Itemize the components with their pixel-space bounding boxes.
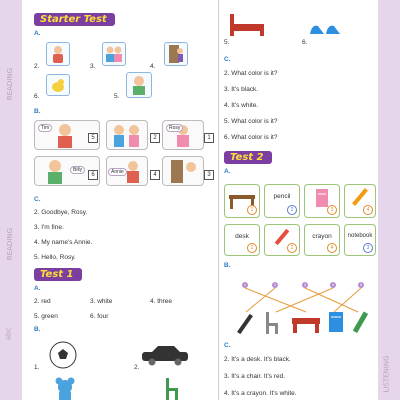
section-c-label: C. — [34, 196, 41, 203]
card-pencil-picture — [344, 184, 376, 218]
item-number: 3. — [90, 63, 96, 70]
answer-key-page — [22, 0, 378, 400]
item-number: 1. — [34, 364, 40, 371]
chair-icon — [160, 376, 182, 400]
answer-line: 4. It's white. — [224, 102, 259, 109]
card-word: pencil — [273, 193, 291, 200]
door-icon — [165, 43, 187, 65]
card-notebook-picture — [304, 184, 340, 218]
card-badge: 1 — [247, 243, 257, 253]
answer-line: 4. It's a crayon. It's white. — [224, 390, 297, 397]
answer-line: 2. red — [34, 298, 51, 305]
card-badge: 3 — [327, 205, 337, 215]
item-number: 4. — [150, 63, 156, 70]
notebook-icon — [326, 310, 346, 334]
test1-title: Test 1 — [34, 268, 82, 281]
card-word-desk — [224, 224, 260, 256]
card-desk-picture — [224, 184, 260, 218]
soccer-ball-icon — [48, 340, 78, 370]
match-dot: 4 — [331, 282, 335, 287]
answer-line: 3. I'm fine. — [34, 224, 64, 231]
children-icon — [103, 43, 125, 65]
match-dot: 2 — [273, 282, 277, 287]
test2-title: Test 2 — [224, 151, 272, 164]
item-number: 5. — [224, 39, 230, 46]
card-word: crayon — [312, 233, 332, 240]
scene-door — [162, 156, 204, 186]
answer-line: 3. It's black. — [224, 86, 259, 93]
section-b-label: B. — [34, 326, 41, 333]
name-tag: Rosy — [166, 124, 183, 132]
section-c-label: C. — [224, 342, 231, 349]
section-a-label: A. — [34, 30, 41, 37]
picture-two-children — [102, 42, 126, 66]
answer-line: 3. white — [90, 298, 113, 305]
crayon-icon — [348, 310, 372, 336]
card-badge: 2 — [287, 205, 297, 215]
section-b-label: B. — [34, 108, 41, 115]
card-badge: 3 — [363, 243, 373, 253]
card-word-crayon — [304, 224, 340, 256]
picture-chick — [46, 74, 70, 96]
car-icon — [140, 344, 190, 366]
answer-line: 5. green — [34, 313, 58, 320]
name-tag: Annie — [108, 168, 127, 176]
name-tag: Billy — [70, 166, 85, 174]
card-crayon-picture — [264, 224, 300, 256]
side-doodle-text: READING — [6, 67, 15, 101]
section-b-label: B. — [224, 262, 231, 269]
answer-line: 5. What color is it? — [224, 118, 278, 125]
teddy-bear-icon — [52, 376, 78, 400]
picture-waving-child — [46, 42, 70, 66]
answer-line: 5. Hello, Rosy. — [34, 254, 76, 261]
picture-boy — [126, 72, 152, 98]
card-word: desk — [235, 233, 249, 240]
chick-icon — [47, 75, 69, 95]
right-decorative-strip — [378, 0, 400, 400]
picture-door — [164, 42, 188, 66]
name-tag: Tim — [38, 124, 52, 132]
desk-icon — [290, 314, 322, 334]
left-decorative-strip — [0, 0, 22, 400]
side-doodle-text: abc — [4, 327, 13, 341]
chair-icon — [262, 310, 282, 336]
pen-icon — [232, 312, 258, 336]
card-word-notebook — [344, 224, 376, 256]
answer-line: 6. four — [90, 313, 109, 320]
item-number: 2. — [134, 364, 140, 371]
children-icon — [107, 121, 147, 149]
starter-test-title: Starter Test — [34, 13, 115, 26]
answer-box: 3 — [204, 170, 214, 180]
section-a-label: A. — [34, 285, 41, 292]
child-icon — [47, 43, 69, 65]
item-number: 5. — [114, 93, 120, 100]
bed-icon — [228, 10, 266, 38]
card-badge: 2 — [287, 243, 297, 253]
shoes-icon — [308, 20, 344, 38]
answer-box: 4 — [150, 170, 160, 180]
match-dot: 5 — [359, 282, 363, 287]
answer-box: 6 — [88, 170, 98, 180]
section-c-label: C. — [224, 56, 231, 63]
door-icon — [163, 157, 203, 185]
answer-line: 2. It's a desk. It's black. — [224, 356, 291, 363]
answer-box: 2 — [150, 133, 160, 143]
answer-line: 3. It's a chair. It's red. — [224, 373, 286, 380]
section-a-label: A. — [224, 168, 231, 175]
answer-box: 5 — [88, 133, 98, 143]
side-doodle-text: LISTENING — [382, 355, 391, 393]
boy-icon — [127, 73, 151, 97]
scene-greeting — [106, 120, 148, 150]
answer-line: 4. three — [150, 298, 173, 305]
answer-line: 6. What color is it? — [224, 134, 278, 141]
match-dot: 1 — [243, 282, 247, 287]
card-word-pencil — [264, 184, 300, 218]
answer-line: 4. My name's Annie. — [34, 239, 93, 246]
item-number: 6. — [34, 93, 40, 100]
card-word: notebook — [347, 233, 373, 239]
answer-line: 2. What color is it? — [224, 70, 278, 77]
card-badge: 4 — [363, 205, 373, 215]
column-divider — [218, 0, 219, 400]
side-doodle-text: READING — [6, 227, 15, 261]
card-badge: 4 — [327, 243, 337, 253]
answer-box: 1 — [204, 133, 214, 143]
answer-line: 2. Goodbye, Rosy. — [34, 209, 88, 216]
item-number: 2. — [34, 63, 40, 70]
item-number: 6. — [302, 39, 308, 46]
match-dot: 3 — [303, 282, 307, 287]
card-badge: 1 — [247, 205, 257, 215]
